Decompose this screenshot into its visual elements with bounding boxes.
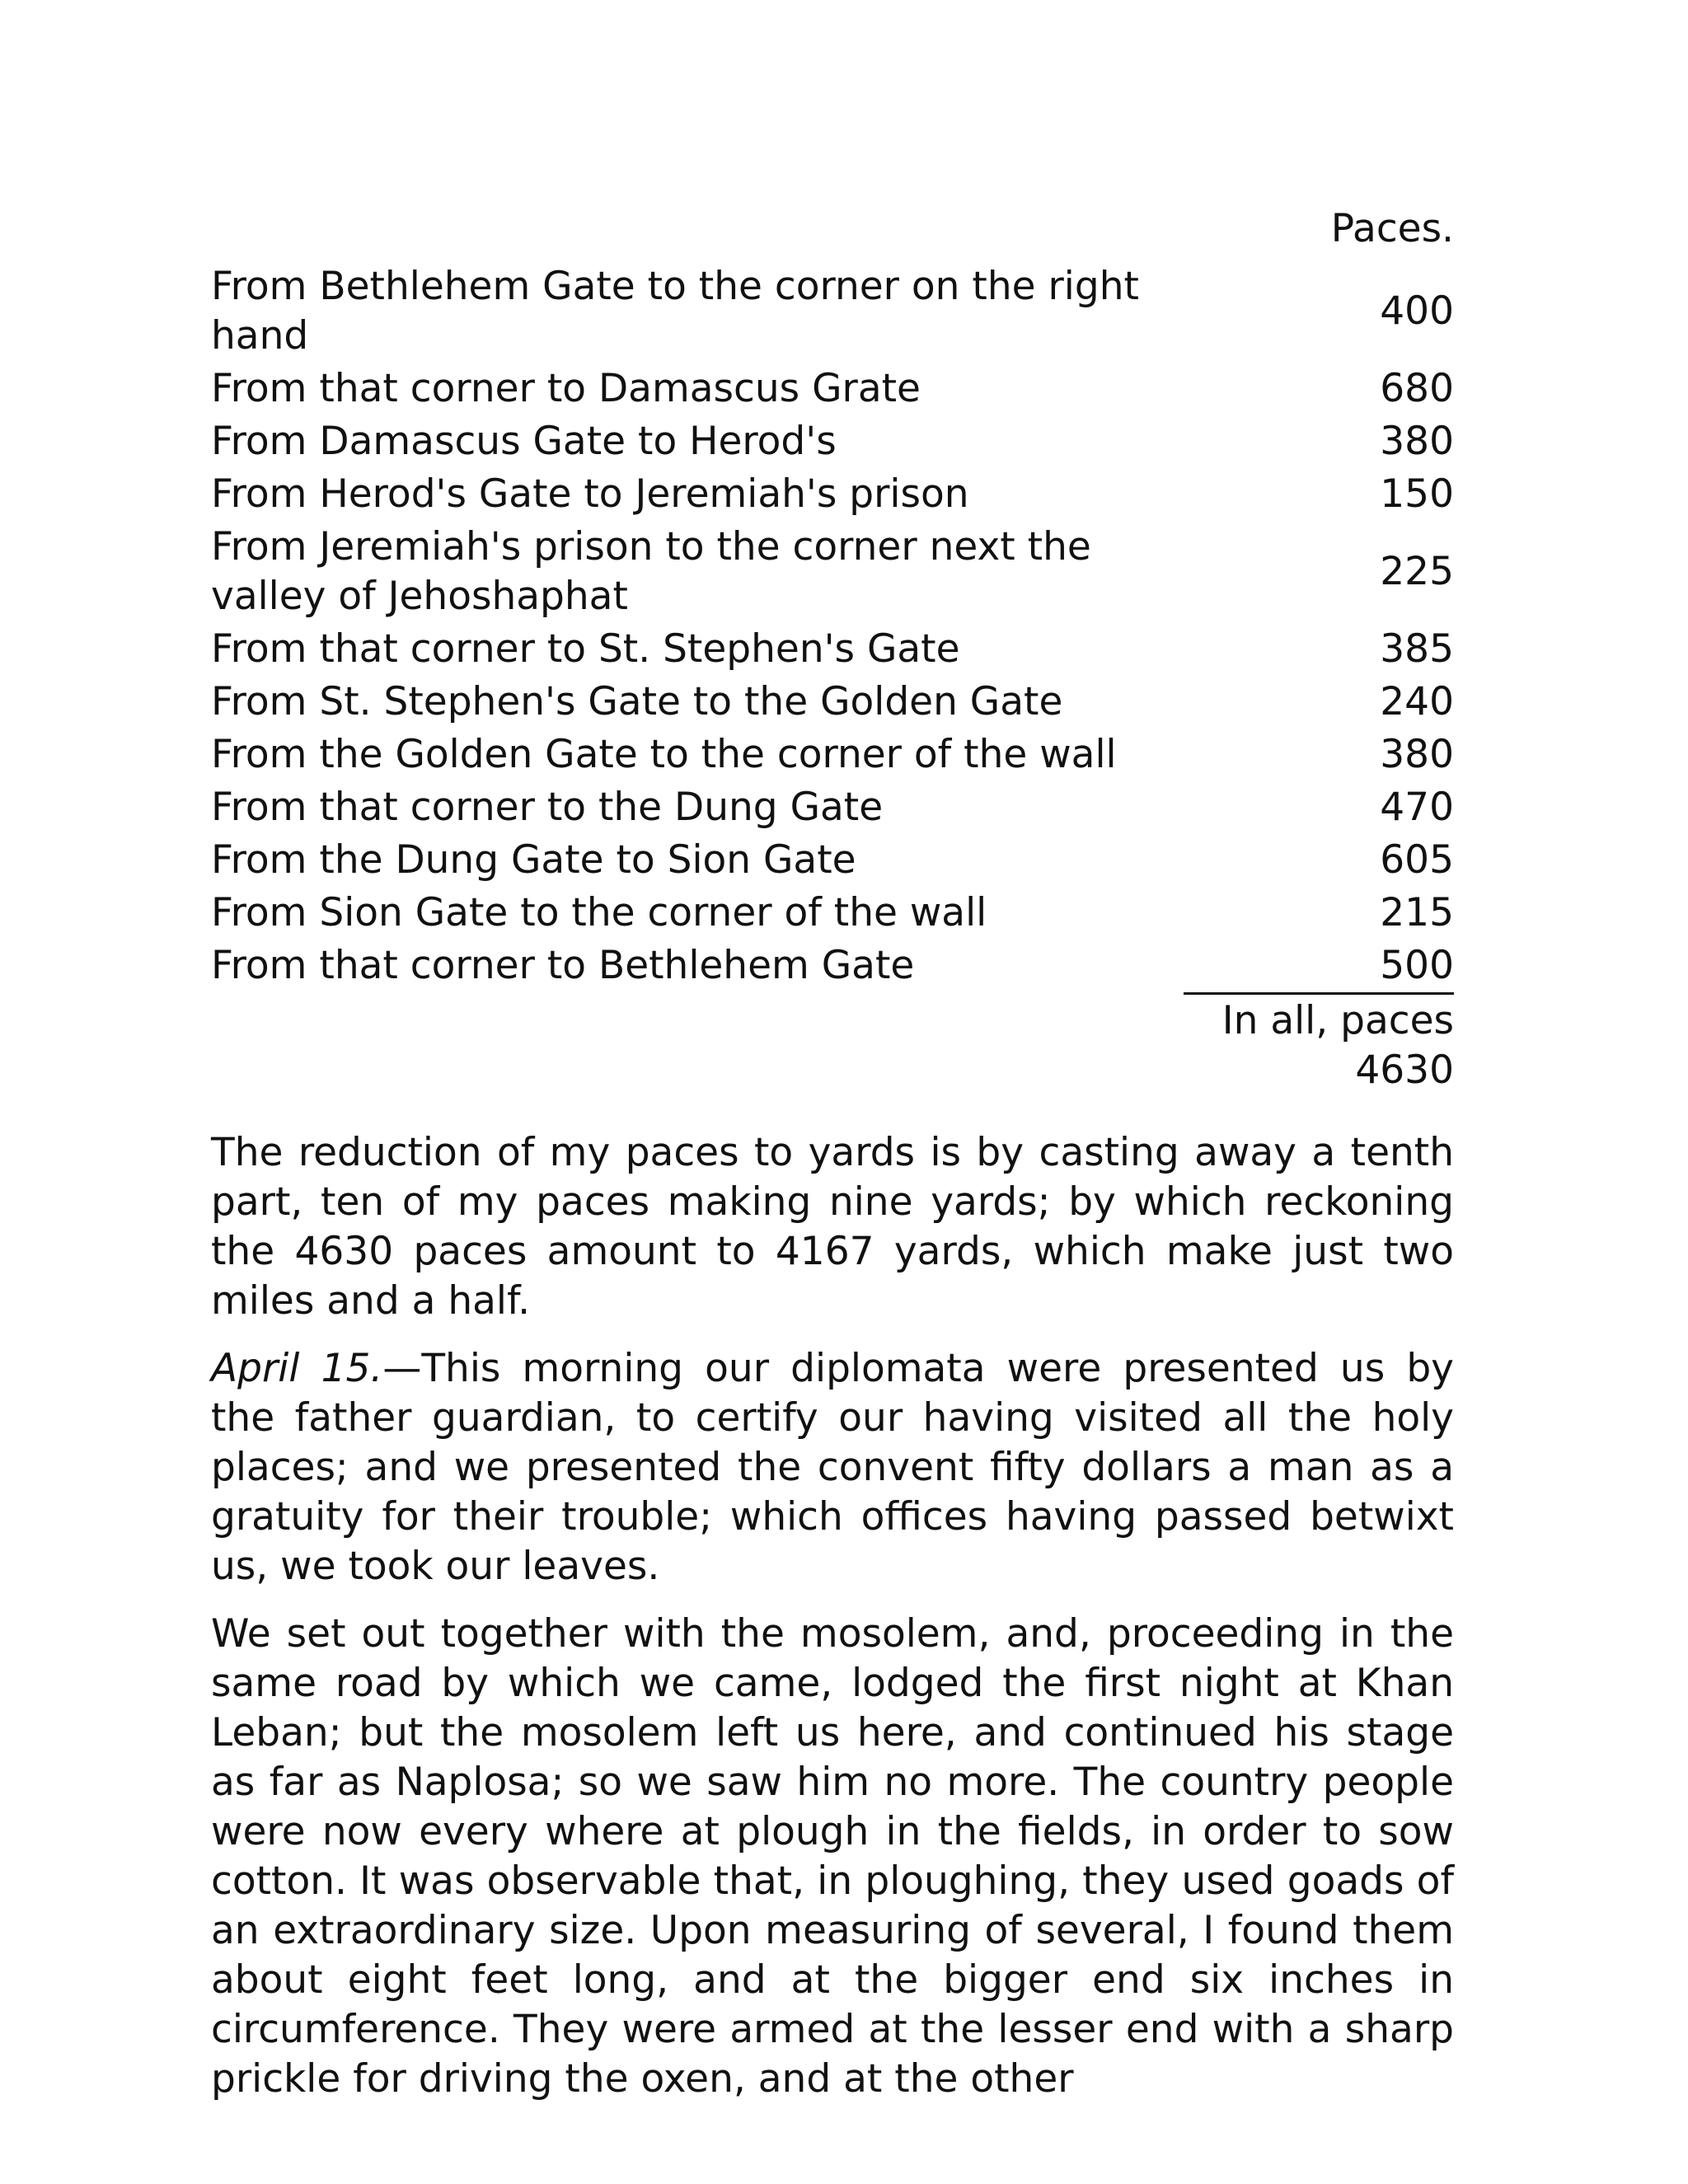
row-label: From Damascus Gate to Herod's — [211, 419, 837, 464]
table-total — [1184, 992, 1454, 1095]
row-label: From Sion Gate to the corner of the wall — [211, 890, 987, 935]
table-row — [211, 363, 1454, 415]
row-value: 680 — [1380, 366, 1454, 411]
row-value: 605 — [1380, 837, 1454, 883]
row-label: From that corner to Damascus Grate — [211, 366, 921, 411]
row-label: From the Dung Gate to Sion Gate — [211, 837, 856, 883]
table-row — [211, 676, 1454, 729]
row-label: From St. Stephen's Gate to the Golden Gate — [211, 679, 1063, 724]
row-value: 380 — [1380, 419, 1454, 464]
row-label: From that corner to the Dung Gate — [211, 785, 884, 830]
table-row — [211, 887, 1454, 940]
row-value: 385 — [1380, 626, 1454, 672]
table-row — [211, 940, 1454, 992]
paragraph-journey: We set out together with the mosolem, and, proceeding in the same road by which we came, lodged the first night at Khan Leban; but the mosolem left us here, and continued his stage as far as Naplosa; so we saw him no more. The country people were now every where at plough in the fields, in order to sow cotton. It was observable that, in ploughing, they used goads of an extraordinary size. Upon measuring of several, I found them about eight feet long, and at the bigger end six inches in circumference. They were armed at the lesser end with a sharp prickle for driving the oxen, and at the other — [211, 1611, 1454, 2102]
row-value: 225 — [1380, 549, 1454, 594]
row-value: 500 — [1380, 943, 1454, 988]
distance-table — [211, 198, 1454, 1095]
paragraph-date: April 15. — [211, 1346, 383, 1391]
table-row — [211, 781, 1454, 834]
total-label: In all, paces — [1221, 998, 1454, 1043]
table-row — [211, 834, 1454, 887]
row-value: 240 — [1380, 679, 1454, 724]
table-row — [211, 729, 1454, 781]
table-row — [211, 623, 1454, 676]
table-row — [211, 260, 1454, 363]
row-value: 215 — [1380, 890, 1454, 935]
row-value: 400 — [1380, 288, 1454, 334]
table-row — [211, 415, 1454, 468]
total-value: 4630 — [1355, 1047, 1454, 1093]
document-page — [211, 198, 1454, 2104]
row-value: 470 — [1380, 785, 1454, 830]
table-row — [211, 521, 1454, 623]
row-value: 380 — [1380, 732, 1454, 777]
table-row — [211, 468, 1454, 521]
row-label: From Bethlehem Gate to the corner on the right hand — [211, 264, 1139, 359]
row-label: From Jeremiah's prison to the corner next the valley of Jehoshaphat — [211, 524, 1091, 619]
table-header — [211, 198, 1454, 260]
paces-column-header: Paces. — [1330, 206, 1454, 251]
row-label: From the Golden Gate to the corner of the wall — [211, 732, 1117, 777]
row-label: From that corner to Bethlehem Gate — [211, 943, 915, 988]
row-label: From that corner to St. Stephen's Gate — [211, 626, 960, 672]
row-label: From Herod's Gate to Jeremiah's prison — [211, 471, 969, 517]
paragraph-april-15 — [211, 1344, 1454, 1591]
paragraph-text: —This morning our diplomata were presented us by the father guardian, to certify our having visited all the holy places; and we presented the convent fifty dollars a man as a gratuity for their trouble; which offices having passed betwixt us, we took our leaves. — [211, 1346, 1454, 1589]
row-value: 150 — [1380, 471, 1454, 517]
paragraph-yards-reduction: The reduction of my paces to yards is by casting away a tenth part, ten of my paces making nine yards; by which reckoning the 4630 paces amount to 4167 yards, which make just two miles and a half. — [211, 1130, 1454, 1324]
